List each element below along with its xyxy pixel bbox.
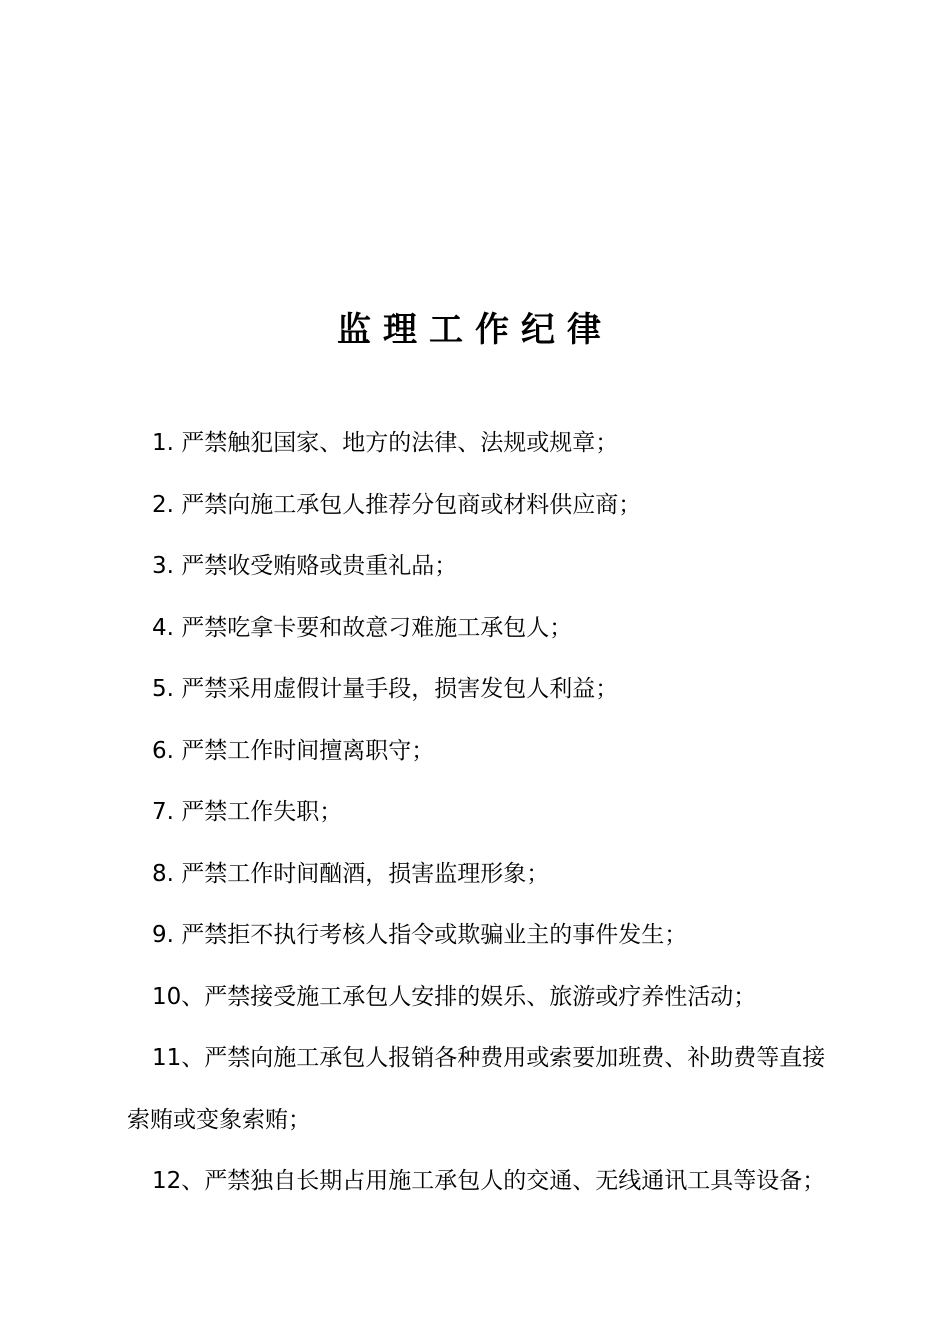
rule-item-4: 4. 严禁吃拿卡要和故意刁难施工承包人；: [152, 614, 573, 641]
rule-item-8: 8. 严禁工作时间酗酒，损害监理形象；: [152, 860, 550, 887]
document-title: 监理工作纪律: [337, 310, 613, 350]
rule-item-9: 9. 严禁拒不执行考核人指令或欺骗业主的事件发生；: [152, 922, 688, 948]
rule-item-6: 6. 严禁工作时间擅离职守；: [152, 737, 435, 764]
rule-item-7: 7. 严禁工作失职；: [152, 799, 343, 825]
rule-item-12: 12、严禁独自长期占用施工承包人的交通、无线通讯工具等设备；: [152, 1168, 826, 1194]
rule-item-2: 2. 严禁向施工承包人推荐分包商或材料供应商；: [152, 491, 642, 518]
rule-item-10: 10、严禁接受施工承包人安排的娱乐、旅游或疗养性活动；: [152, 983, 757, 1010]
rule-item-3: 3. 严禁收受贿赂或贵重礼品；: [152, 553, 458, 579]
rule-item-1: 1. 严禁触犯国家、地方的法律、法规或规章；: [152, 430, 619, 456]
rule-item-11: 11、严禁向施工承包人报销各种费用或索要加班费、补助费等直接索贿或变象索贿；: [127, 1045, 826, 1133]
rule-item-5: 5. 严禁采用虚假计量手段，损害发包人利益；: [152, 676, 619, 702]
rules-list: [127, 413, 847, 1213]
